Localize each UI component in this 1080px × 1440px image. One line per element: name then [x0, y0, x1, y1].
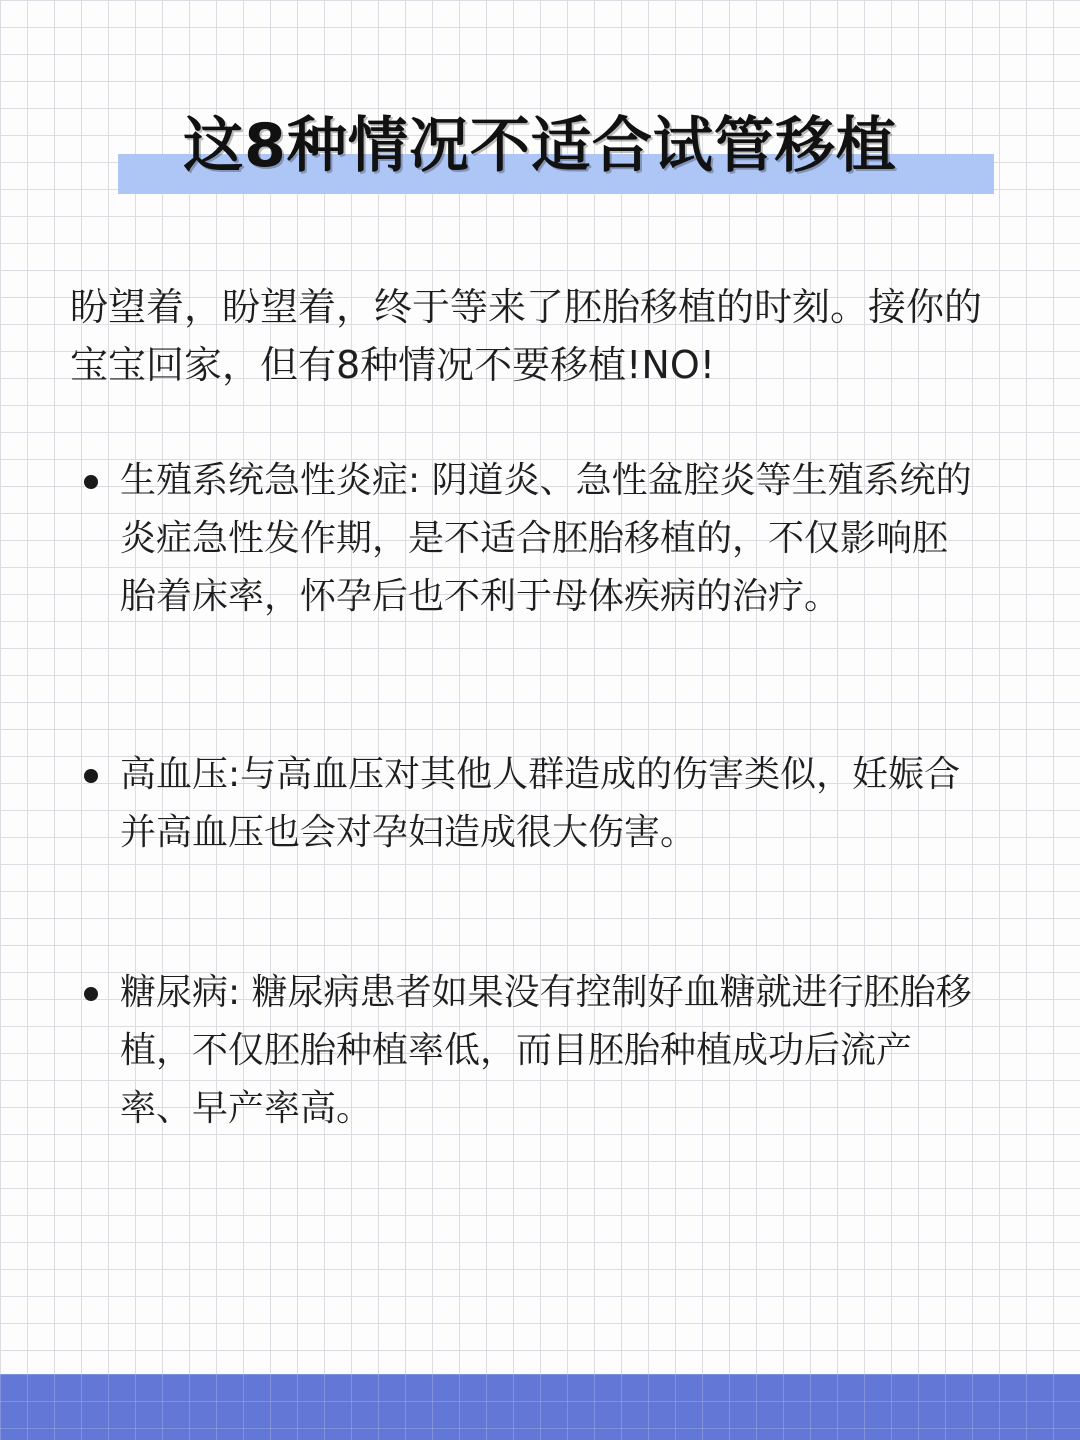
list-item-text: 生殖系统急性炎症: 阴道炎、急性盆腔炎等生殖系统的炎症急性发作期，是不适合胚胎移植的，不仅影响胚胎着床率，怀孕后也不利于母体疾病的治疗。: [120, 460, 972, 617]
list-item-text: 糖尿病: 糖尿病患者如果没有控制好血糖就进行胚胎移植，不仅胚胎种植率低，而目胚胎种植成功后流产率、早产率高。: [120, 972, 972, 1129]
bullet-icon: [84, 987, 98, 1001]
bullet-icon: [84, 769, 98, 783]
footer-band: [0, 1374, 1080, 1440]
title-section: [0, 90, 1080, 200]
list-item-text: 高血压:与高血压对其他人群造成的伤害类似，妊娠合并高血压也会对孕妇造成很大伤害。: [120, 754, 961, 853]
intro-paragraph: 盼望着，盼望着，终于等来了胚胎移植的时刻。接你的宝宝回家，但有8种情况不要移植!NO!: [70, 285, 983, 387]
page-title: 这8种情况不适合试管移植: [183, 111, 897, 181]
bullet-icon: [84, 475, 98, 489]
